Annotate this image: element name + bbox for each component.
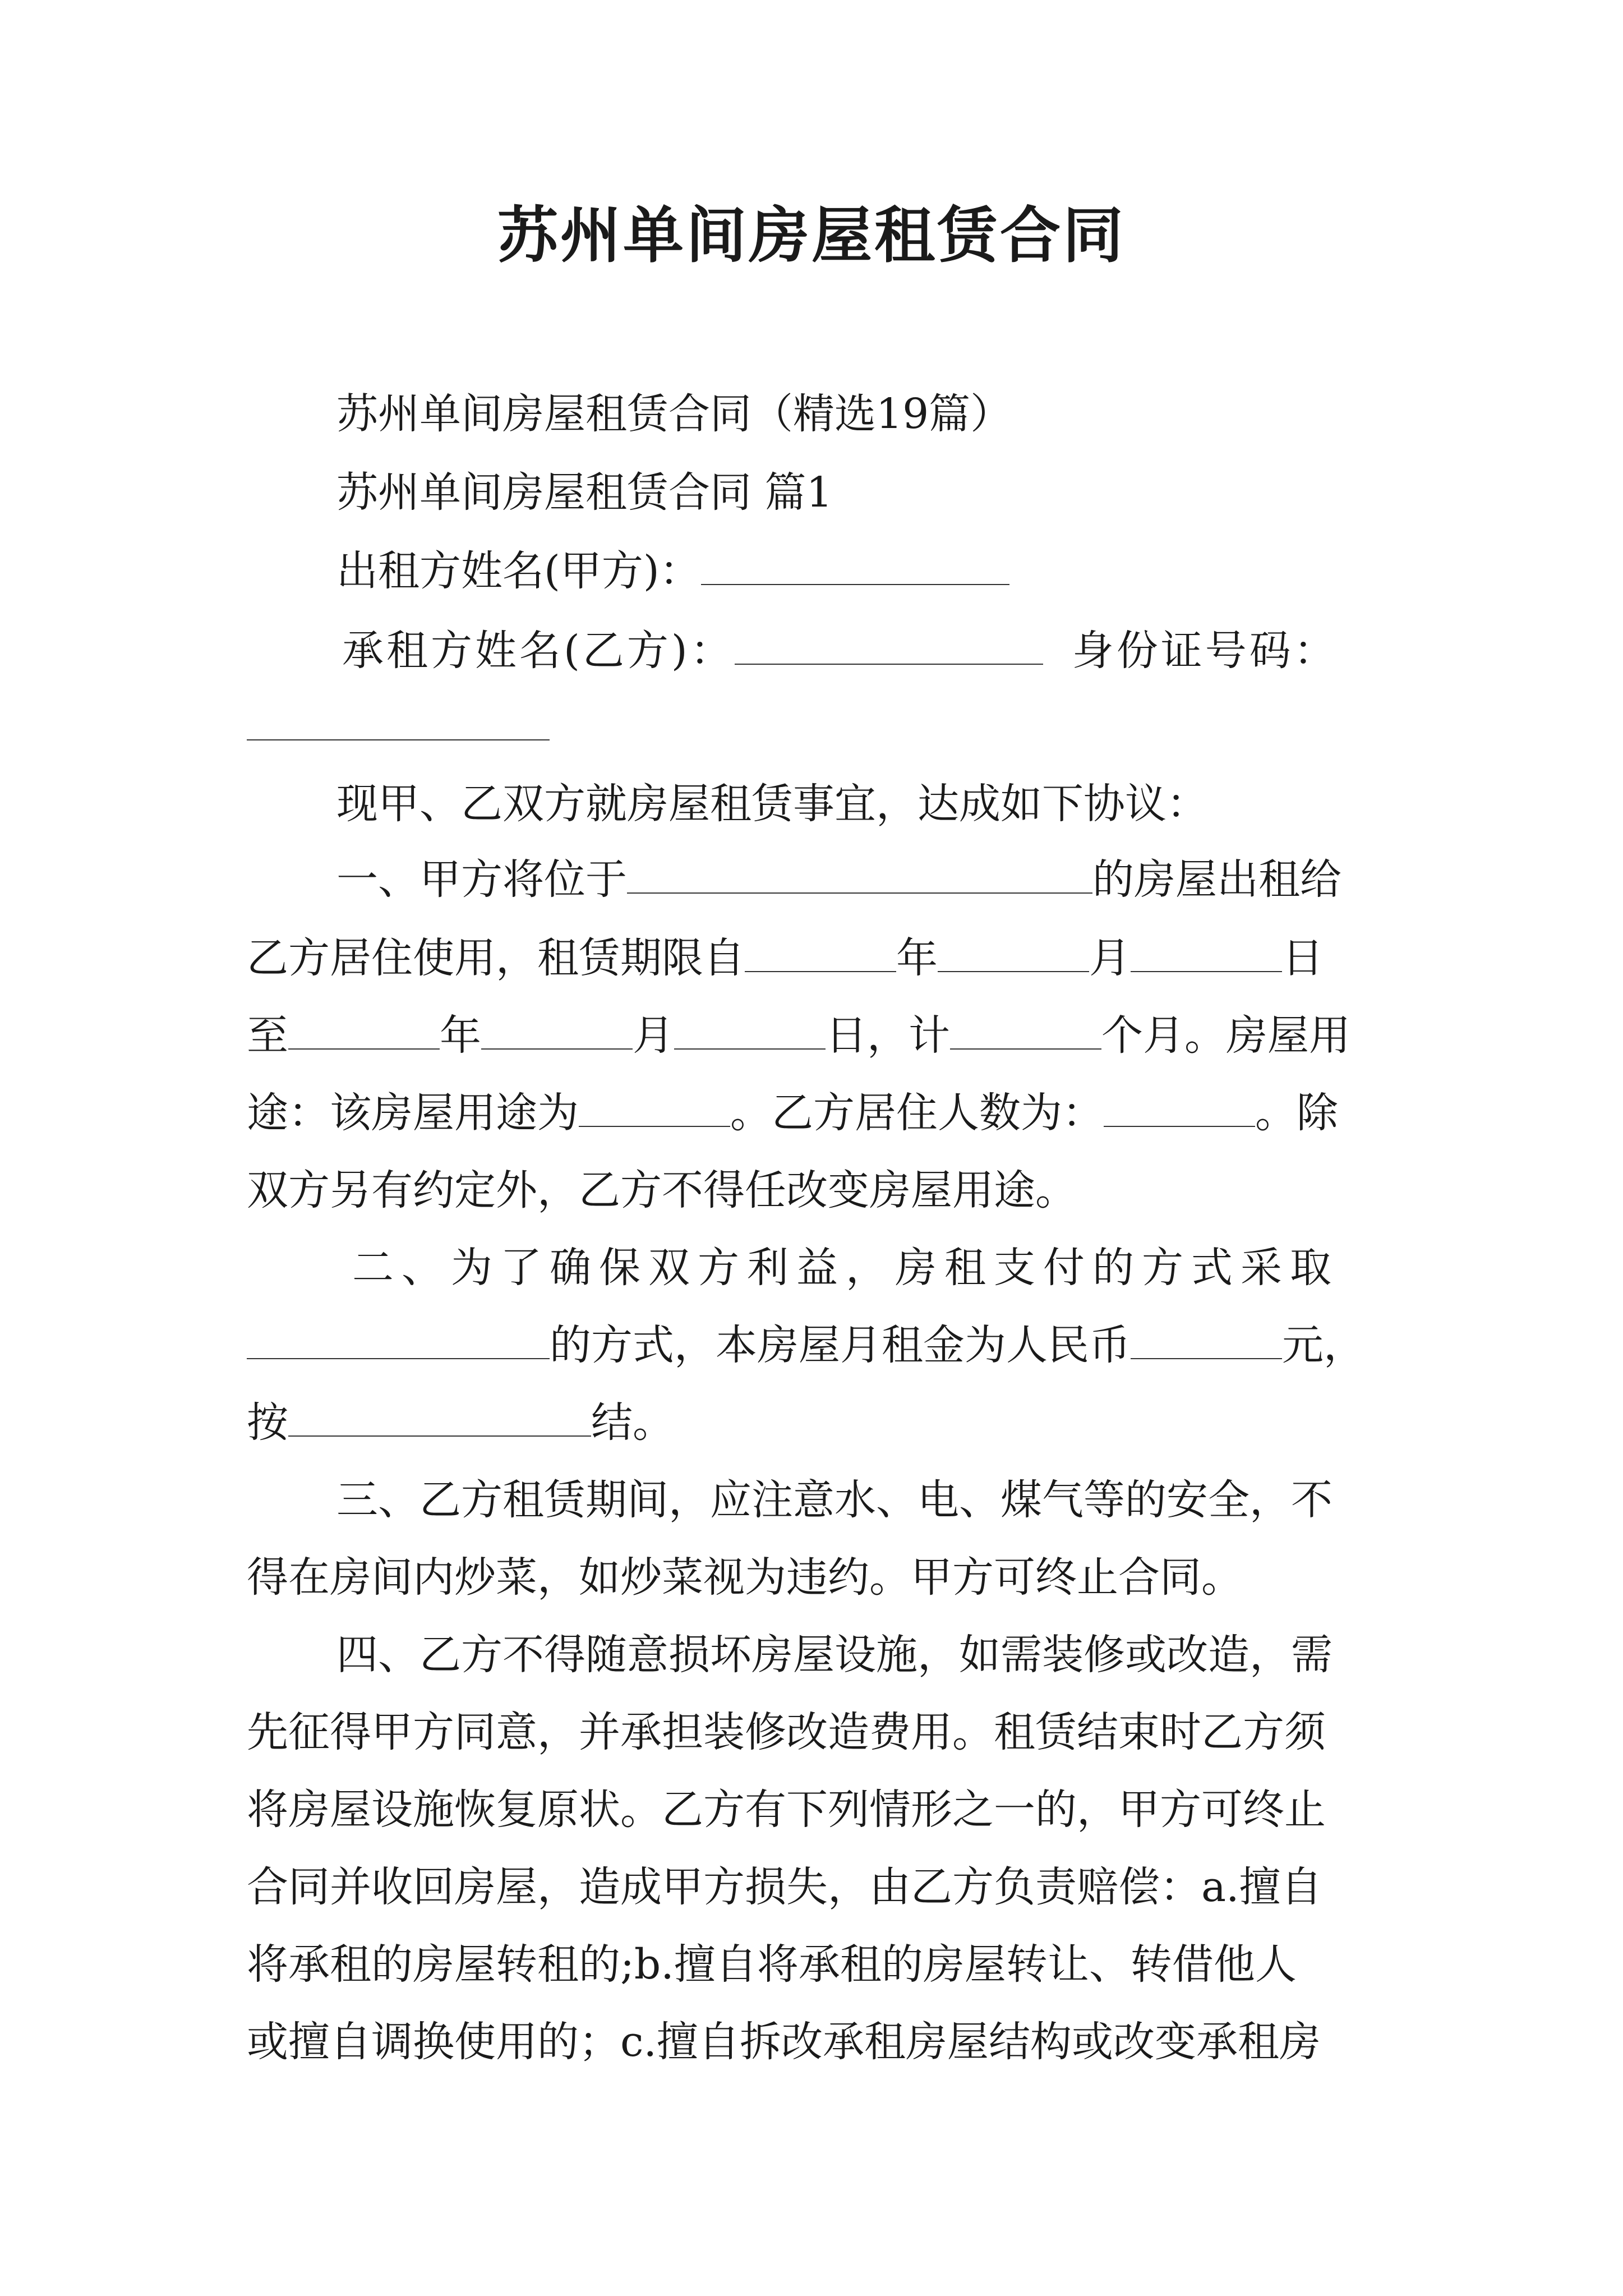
start-year-blank <box>745 934 896 972</box>
day-unit: 日 <box>1282 934 1324 982</box>
clause1-text: 的房屋出租给 <box>1092 855 1341 904</box>
lessee-label: 承租方姓名(乙方)： <box>342 627 735 675</box>
lessor-row <box>336 544 1009 598</box>
section-heading: 苏州单间房屋租赁合同 篇1 <box>336 468 833 517</box>
lessee-row <box>342 624 1338 678</box>
intro-text: 现甲、乙双方就房屋租赁事宜，达成如下协议： <box>336 780 1208 828</box>
clause4-line5: 将承租的房屋转租的;b.擅自将承租的房屋转让、转借他人 <box>247 1940 1297 1989</box>
months-count-blank <box>950 1011 1101 1050</box>
start-day-blank <box>1131 934 1282 972</box>
clause4-line3: 将房屋设施恢复原状。乙方有下列情形之一的，甲方可终止 <box>247 1786 1326 1834</box>
rent-amount-blank <box>1131 1321 1282 1359</box>
clause4-line6: 或擅自调换使用的；c.擅自拆改承租房屋结构或改变承租房 <box>247 2018 1321 2066</box>
usage-blank <box>579 1089 730 1127</box>
clause3-line2: 得在房间内炒菜，如炒菜视为违约。甲方可终止合同。 <box>247 1553 1243 1602</box>
clause1-text: 个月。房屋用 <box>1101 1011 1350 1060</box>
clause4-line4: 合同并收回房屋，造成甲方损失，由乙方负责赔偿：a.擅自 <box>247 1863 1322 1911</box>
clause1-line2 <box>247 931 1324 985</box>
clause2-text: 按 <box>247 1398 288 1447</box>
clause4-line2: 先征得甲方同意，并承担装修改造费用。租赁结束时乙方须 <box>247 1708 1326 1756</box>
start-month-blank <box>938 934 1089 972</box>
month-unit: 月 <box>633 1011 674 1060</box>
document-title: 苏州单间房屋租赁合同 <box>497 200 1126 271</box>
clause1-text: 。乙方居住人数为： <box>730 1089 1104 1137</box>
year-unit: 年 <box>440 1011 481 1060</box>
lessor-name-blank <box>701 547 1009 585</box>
lessor-label: 出租方姓名(甲方)： <box>336 547 701 595</box>
clause1-text: 。除 <box>1255 1089 1338 1137</box>
clause1-line4 <box>247 1086 1338 1140</box>
year-unit: 年 <box>896 934 938 982</box>
clause1-line1 <box>336 853 1341 907</box>
clause2-text: 的方式，本房屋月租金为人民币 <box>550 1321 1131 1369</box>
clause1-text: 乙方居住使用，租赁期限自 <box>247 934 745 982</box>
clause1-line3 <box>247 1009 1350 1062</box>
clause1-text: 一、甲方将位于 <box>336 855 627 904</box>
end-month-blank <box>481 1011 633 1050</box>
id-label: 身份证号码： <box>1072 627 1338 675</box>
clause2-line2 <box>247 1318 1365 1372</box>
lessee-name-blank <box>735 627 1043 665</box>
month-unit: 月 <box>1089 934 1131 982</box>
payment-method-blank <box>247 1321 550 1359</box>
subtitle: 苏州单间房屋租赁合同（精选19篇） <box>336 390 1012 438</box>
clause4-line1: 四、乙方不得随意损坏房屋设施，如需装修或改造，需 <box>336 1631 1332 1679</box>
clause1-line5: 双方另有约定外，乙方不得任改变房屋用途。 <box>247 1166 1077 1214</box>
end-day-blank <box>674 1011 826 1050</box>
occupants-blank <box>1104 1089 1255 1127</box>
clause2-text: 元， <box>1282 1321 1365 1369</box>
clause1-text: 途：该房屋用途为 <box>247 1089 579 1137</box>
clause1-text: 至 <box>247 1011 288 1060</box>
clause2-text: 结。 <box>591 1398 674 1447</box>
clause3-line1: 三、乙方租赁期间，应注意水、电、煤气等的安全，不 <box>336 1476 1332 1524</box>
clause2-line1: 二、为了确保双方利益，房租支付的方式采取 <box>352 1244 1339 1292</box>
end-year-blank <box>288 1011 440 1050</box>
settlement-period-blank <box>288 1398 591 1437</box>
id-number-blank <box>247 739 550 740</box>
clause2-line3 <box>247 1396 674 1450</box>
address-blank <box>627 855 1092 894</box>
clause1-text: 日，计 <box>826 1011 950 1060</box>
